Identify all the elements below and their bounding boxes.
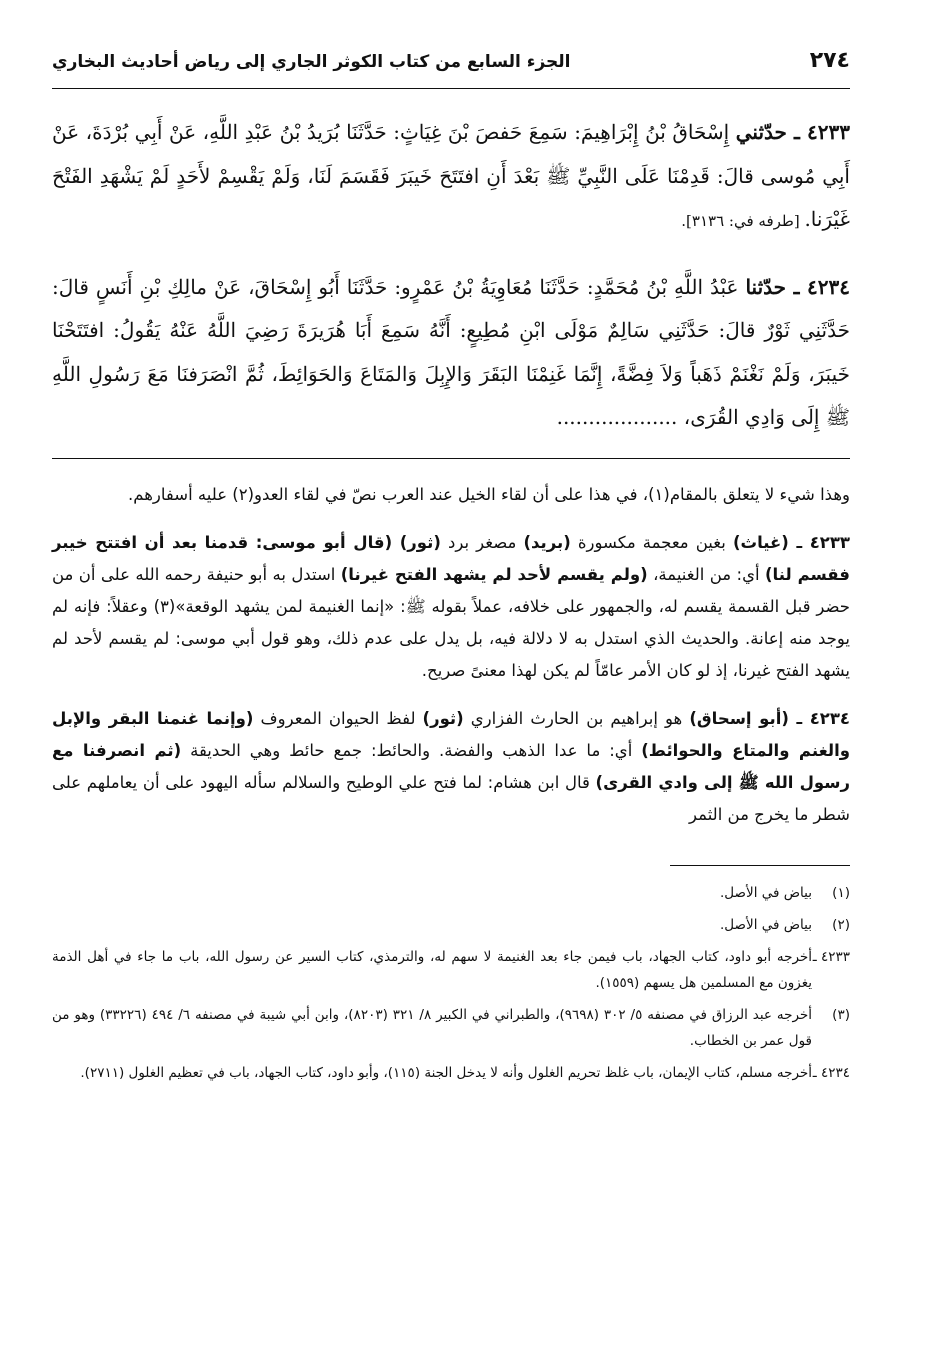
commentary-text: مصغر برد [440,532,524,552]
book-page [52,48,850,1092]
footnote-text: أخرجه مسلم، كتاب الإيمان، باب غلظ تحريم الغلول وأنه لا يدخل الجنة (١١٥)، وأبو داود، كتاب الجهاد، باب في تعظيم الغلول (٢٧١١). [80,1064,812,1081]
hadith-4233 [52,111,850,244]
hadith-number: ٤٢٣٤ [807,274,850,299]
footnotes [52,880,850,1086]
page-header [52,48,850,89]
footnote-divider [670,865,850,866]
commentary-text: قال ابن هشام: لما فتح علي الوطيح والسلالم سأله اليهود على أن يعاملهم على شطر ما يخرج من الثمر [52,772,850,824]
narration-label: حدّثني [735,120,787,144]
footnote-text: أخرجه أبو داود، كتاب الجهاد، باب فيمن جاء بعد الغنيمة لا سهم له، والترمذي، كتاب السير عن رسول الله، باب ما جاء في أهل الذمة يغزون مع المسلمين هل يسهم (١٥٥٩). [52,948,812,991]
hadith-4234 [52,266,850,440]
footnote [52,944,850,996]
commentary-quote: (ثم انصرفنا مع رسول الله ﷺ إلى وادي القرى) [52,740,850,792]
footnote-mark: ٤٢٣٤ ـ [812,1064,850,1081]
commentary-text: وهذا شيء لا يتعلق بالمقام(١)، في هذا على أن لقاء الخيل عند العرب نصّ في لقاء العدو(٢) عليه أسفارهم. [128,484,850,504]
commentary-dash: ـ [788,532,810,552]
hadith-dash: ـ [786,120,808,144]
footnote-mark: (٣) [832,1006,850,1023]
footnote-mark: ٤٢٣٣ ـ [812,948,850,965]
text-commentary-divider [52,458,850,459]
commentary-number: ٤٢٣٤ [809,708,850,728]
footnote-text: أخرجه عبد الرزاق في مصنفه ٥/ ٣٠٢ (٩٦٩٨)، والطبراني في الكبير ٨/ ٣٢١ (٨٢٠٣)، وابن أبي شيبة في مصنفه ٦/ ٤٩٤ (٣٣٢٢٦) وهو من قول عمر بن الخطاب. [52,1006,812,1049]
hadith-text: إِسْحَاقُ بْنُ إِبْرَاهِيمَ: سَمِعَ حَفصَ بْنَ غِيَاثٍ: حَدَّثَنَا بُرَيدُ بْنُ عَبْدِ اللَّهِ، عَنْ أَبِي بُرْدَةَ، عَنْ أَبِي مُوسى قالَ: قَدِمْنَا عَلَى النَّبِيِّ ﷺ بَعْدَ أَنِ افتَتَحَ خَيبَرَ فَقَسَمَ لَنَا، وَلَمْ يَقْسِمْ لأَحَدٍ لَمْ يَشْهَدِ الفَتْحَ غَيْرَنا. [52,120,850,231]
commentary-4233 [52,527,850,687]
footnote-text: بياض في الأصل. [720,884,812,901]
commentary-4234 [52,703,850,831]
footnote [52,1002,850,1054]
commentary-text: هو إبراهيم بن الحارث الفزاري [463,708,690,728]
footnote [52,1060,850,1086]
narration-label: حدّثنا [745,274,787,299]
hadith-dash: ـ [786,274,808,299]
continuation-dots: ................... [556,405,684,429]
commentary-dash: ـ [788,708,810,728]
footnote-mark: (١) [832,884,850,901]
commentary-quote: (بريد) [523,532,571,552]
commentary-quote: (ولم يقسم لأحد لم يشهد الفتح غيرنا) [340,564,648,584]
footnote [52,912,850,938]
page-number: ٢٧٤ [809,48,850,73]
commentary-quote: (غياث) [732,532,789,552]
commentary-text: لفظ الحيوان المعروف [253,708,423,728]
commentary-quote: (وإنما غنمنا البقر والإبل والغنم والمتاع والحوائط) [52,708,850,760]
hadith-text: عَبْدُ اللَّهِ بْنُ مُحَمَّدٍ: حَدَّثَنَا مُعَاوِيَةُ بْنُ عَمْرٍو: حَدَّثَنَا أَبُو إِسْحَاقَ، عَنْ مالِكِ بْنِ أَنَسٍ قالَ: حَدَّثَنِي ثَوْرٌ قالَ: حَدَّثَنِي سَالِمٌ مَوْلَى ابْنِ مُطِيعٍ: أَنَّهُ سَمِعَ أَبَا هُرَيرَةَ رَضِيَ اللَّهُ عَنْهُ يَقُولُ: افتَتَحْنَا خَيبَرَ، وَلَمْ نَغْنَمْ ذَهَباً وَلاَ فِضَّةً، إِنَّمَا غَنِمْنَا البَقَرَ وَالإِبِلَ وَالمَتَاعَ وَالحَوَائِطَ، ثُمَّ انْصَرَفنَا مَعَ رَسُولِ اللَّهِ ﷺ إِلَى وَادِي القُرَى، [52,274,850,429]
hadith-number: ٤٢٣٣ [807,120,850,144]
commentary-text: أي: من الغنيمة، [647,564,765,584]
commentary-text: استدل به أبو حنيفة رحمه الله على أن من حضر قبل القسمة يقسم له، والجمهور على خلافه، عملاً بقوله ﷺ: «إنما الغنيمة لمن يشهد الوقعة»(٣) وعقلاً: فإنه لم يوجد منه إعانة. والحديث الذي استدل به لا دلالة فيه، بل يدل على عدم ذلك، وهو قول أبي موسى: لم يقسم لأحد لم يشهد الفتح غيرنا، إذ لو كان الأمر عامّاً لم يكن لهذا معنىً صريح. [52,564,850,680]
commentary-quote: (أبو إسحاق) [689,708,789,728]
commentary-text: أي: ما عدا الذهب والفضة. والحائط: جمع حائط وهي الحديقة [181,740,642,760]
commentary-paragraph [52,479,850,511]
footnote-text: بياض في الأصل. [720,916,812,933]
commentary-number: ٤٢٣٣ [809,532,850,552]
commentary-quote: (ثور) (قال أبو موسى: قدمنا بعد أن افتتح خيبر فقسم لنا) [52,532,850,584]
hadith-reference: [طرفه في: ٣١٣٦]. [681,212,805,230]
footnote [52,880,850,906]
commentary-quote: (ثور) [422,708,464,728]
footnote-mark: (٢) [832,916,850,933]
running-title: الجزء السابع من كتاب الكوثر الجاري إلى رياض أحاديث البخاري [52,52,571,72]
commentary-text: بغين معجمة مكسورة [570,532,733,552]
